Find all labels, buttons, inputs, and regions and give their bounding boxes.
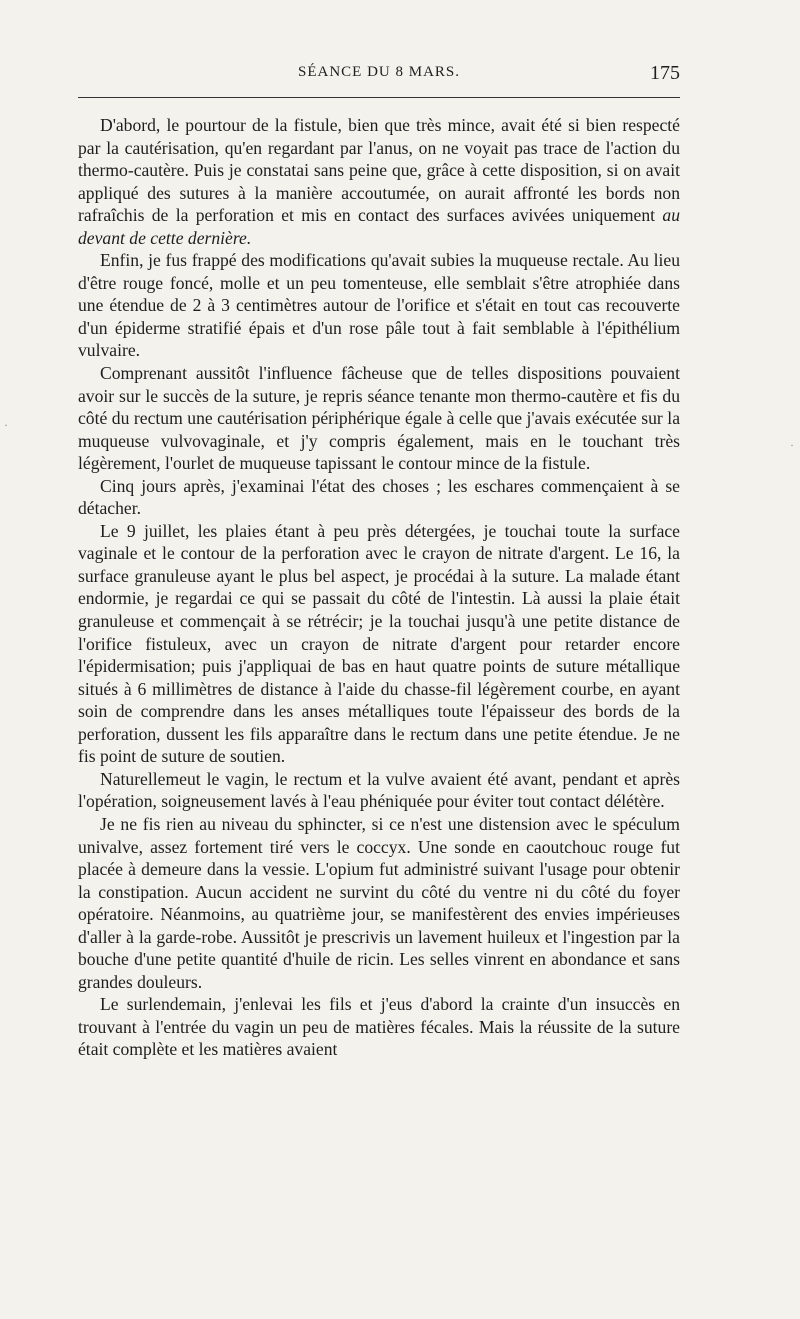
- body-text: [78, 114, 680, 1061]
- paragraph: Enfin, je fus frappé des modifications qu'avait subies la muqueuse rectale. Au lieu d'être rouge foncé, molle et un peu tomenteuse, elle semblait s'être atrophiée dans une étendue de 2 à 3 centimètres autour de l'orifice et s'était en tout cas recouverte d'un épiderme stratifié épais et d'un rose pâle tout à fait semblable à l'épithélium vulvaire.: [78, 250, 680, 361]
- paragraph: Je ne fis rien au niveau du sphincter, si ce n'est une distension avec le spéculum univalve, assez fortement tiré vers le coccyx. Une sonde en caoutchouc rouge fut placée à demeure dans la vessie. L'opium fut administré suivant l'usage pour obtenir la constipation. Aucun accident ne survint du côté du ventre ni du côté du foyer opératoire. Néanmoins, au quatrième jour, se manifestèrent des envies impérieuses d'aller à la garde-robe. Aussitôt je prescrivis un lavement huileux et l'ingestion par la bouche d'une petite quantité d'huile de ricin. Les selles vinrent en abondance et sans grandes douleurs.: [78, 813, 680, 992]
- page-header: [78, 62, 680, 86]
- header-rule: [78, 97, 680, 98]
- margin-mark: ·: [4, 418, 8, 432]
- paragraph: Naturellemeut le vagin, le rectum et la vulve avaient été avant, pendant et après l'opération, soigneusement lavés à l'eau phéniquée pour éviter tout contact délétère.: [78, 768, 680, 812]
- page-number: 175: [650, 62, 680, 84]
- paragraph: Le surlendemain, j'enlevai les fils et j'eus d'abord la crainte d'un insuccès en trouvant à l'entrée du vagin un peu de matières fécales. Mais la réussite de la suture était complète et les matières avaient: [78, 994, 680, 1060]
- paragraph: [78, 114, 680, 249]
- paragraph: Comprenant aussitôt l'influence fâcheuse que de telles dispositions pouvaient avoir sur le succès de la suture, je repris séance tenante mon thermo-cautère et fis du côté du rectum une cautérisation périphérique égale à celle que j'avais exécutée sur la muqueuse vulvovaginale, et j'y compris également, mais en le touchant très légèrement, l'ourlet de muqueuse tapissant le contour mince de la fistule.: [78, 363, 680, 474]
- paragraph: Cinq jours après, j'examinai l'état des choses ; les eschares commençaient à se détacher.: [78, 475, 680, 519]
- italic-phrase: au devant de cette dernière.: [78, 205, 680, 248]
- margin-mark: ·: [790, 438, 794, 452]
- running-title: SÉANCE DU 8 MARS.: [297, 64, 461, 80]
- paragraph: Le 9 juillet, les plaies étant à peu près détergées, je touchai toute la surface vaginale et le contour de la perforation avec le crayon de nitrate d'argent. Le 16, la surface granuleuse ayant le plus bel aspect, je procédai à la suture. La malade étant endormie, je regardai ce qui se passait du côté de l'intestin. Là aussi la plaie était granuleuse et commençait à se rétrécir; je la touchai jusqu'à une petite distance de l'orifice fistuleux, avec un crayon de nitrate d'argent pour retarder encore l'épidermisation; puis j'appliquai de bas en haut quatre points de suture métallique situés à 6 millimètres de distance à l'aide du chasse-fil légèrement courbe, en ayant soin de comprendre dans les anses métalliques toute l'épaisseur des bords de la perforation, dussent les fils apparaître dans le rectum dans une petite étendue. Je ne fis point de suture de soutien.: [78, 520, 680, 767]
- paragraph-text: D'abord, le pourtour de la fistule, bien que très mince, avait été si bien respecté par la cautérisation, qu'en regardant par l'anus, on ne voyait pas trace de l'action du thermo-cautère. Puis je constatai sans peine que, grâce à cette disposition, si on avait appliqué des sutures à la manière accoutumée, on aurait affronté les bords non rafraîchis de la perforation et mis en contact des surfaces avivées uniquement: [78, 115, 680, 226]
